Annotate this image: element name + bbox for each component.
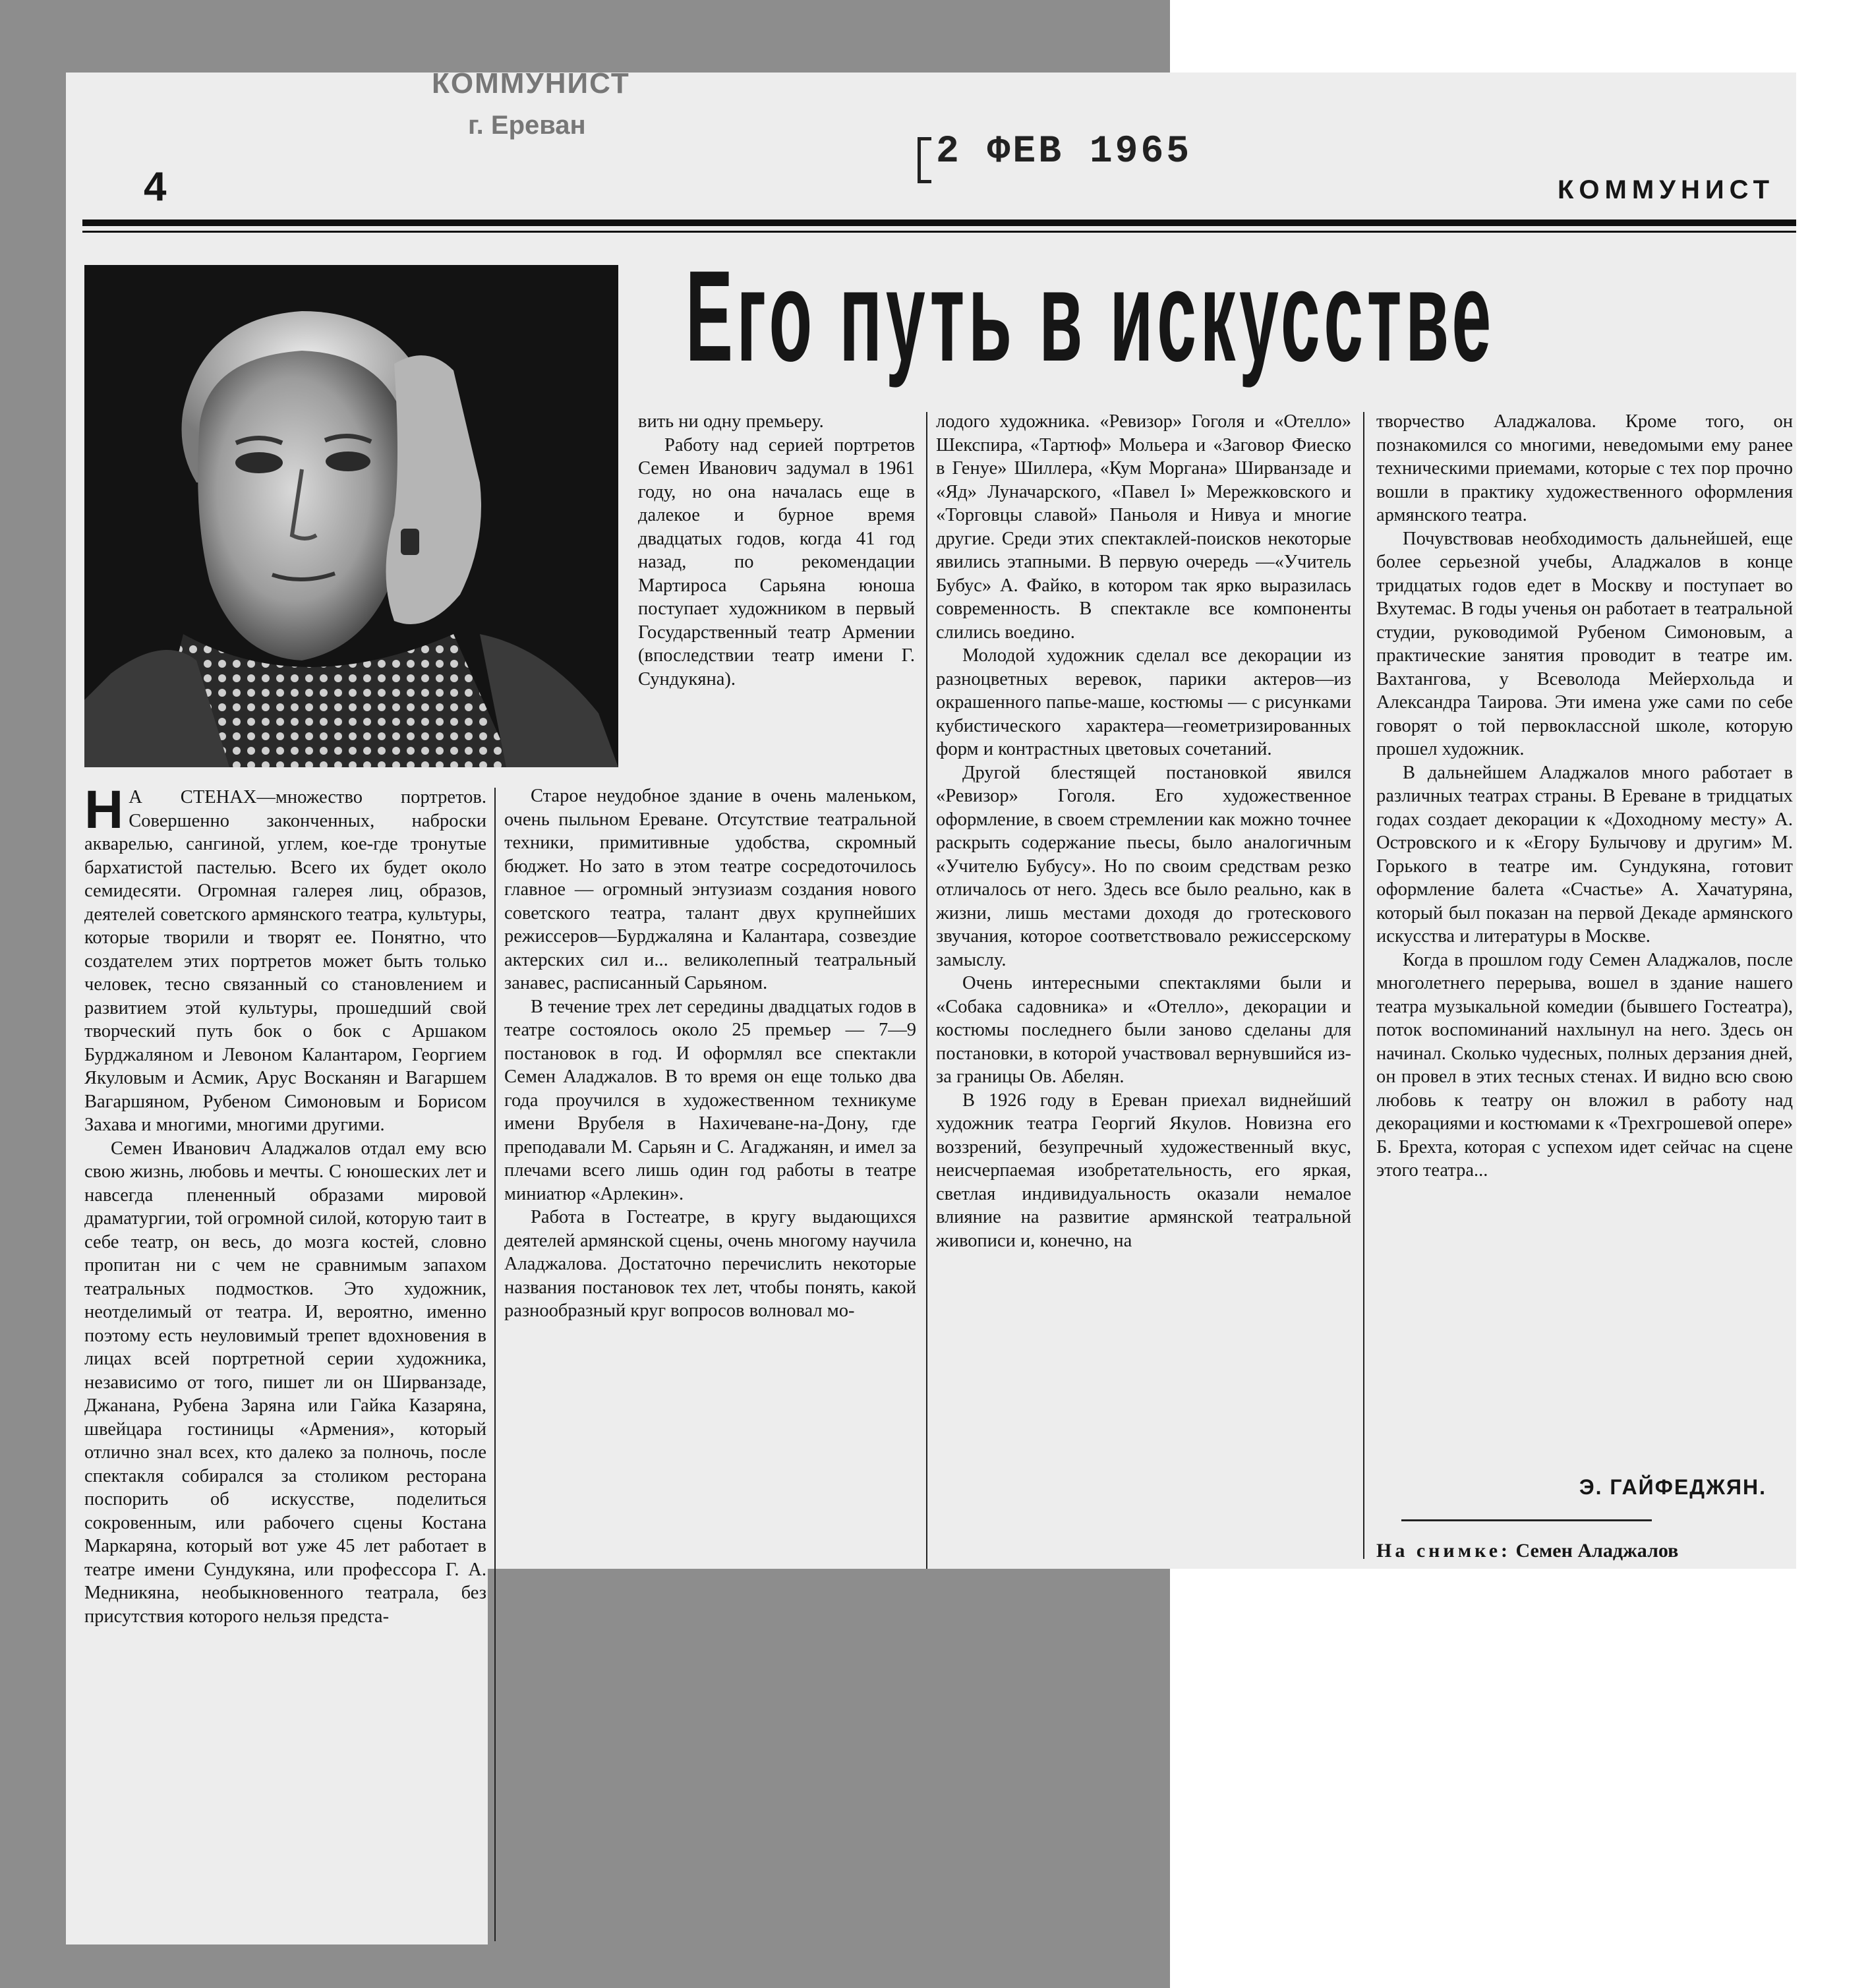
paragraph: Молодой художник сделал все декорации из разноцветных веревок, парики актеров—из окрашенного папье-маше, костюмы — с рисунками кубистического характера—геометризированных форм и контрастных цветовых сочетаний. [936,645,1351,759]
paragraph: Работа в Гостеатре, в кругу выдающихся деятелей армянской сцены, очень многому научила Аладжалова. Достаточно перечислить некоторые названия постановок тех лет, чтобы понять, какой разнообразный круг вопросов волновал мо- [504,1207,916,1321]
paragraph: Когда в прошлом году Семен Аладжалов, после многолетнего перерыва, вошел в здание нашего театра музыкальной комедии (бывшего Гостеатра), поток воспоминаний нахлынул на него. Здесь он начинал. Сколько чудесных, полных дерзания дней, он провел в этих тесных стенах. И видно всю свою любовь к театру он вложил в работу над декорациями и костюмами к «Трехгрошевой опере» Б. Брехта, которая с успехом идет сейчас на сцене этого театра... [1376,949,1793,1181]
portrait-photo [84,265,618,767]
paragraph: В течение трех лет середины двадцатых годов в театре состоялось около 25 премьер — 7—9 постановок в год. И оформлял все спектакли Семен Аладжалов. В то время он еще только два года проучился в художественном техникуме имени Врубеля в Нахичеване-на-Дону, где преподавали М. Сарьян и С. Агаджанян, и имел за плечами всего лишь один год работы в театре миниатюр «Арлекин». [504,996,916,1204]
paragraph: творчество Аладжалова. Кроме того, он познакомился со многими, неведомыми ему ранее техническими приемами, которые с тех пор прочно вошли в практику художественного оформления армянского театра. [1376,411,1793,525]
paragraph: вить ни одну премьеру. [638,411,824,432]
article-column-2 [504,784,916,1323]
clipping-stamp-paper: КОММУНИСТ [432,67,630,100]
article-column-3 [936,410,1351,1252]
photo-caption [1376,1540,1798,1562]
drop-cap: Н [84,780,124,840]
masthead: КОММУНИСТ [1557,175,1774,204]
paragraph: Очень интересными спектаклями были и «Собака садовника» и «Отелло», декорации и костюмы последнего были заново сделаны для постановки, в которой участвовал вернувшийся из-за границы Ов. Абелян. [936,973,1351,1087]
date-stamp [918,131,1192,180]
paragraph: В дальнейшем Аладжалов много работает в различных театрах страны. В Ереване в тридцатых годах создает декорации к «Доходному месту» А. Островского и к «Егору Булычову и другим» М. Горького в театре им. Сундукяна, готовит оформление балета «Счастье» А. Хачатуряна, который был показан на первой Декаде армянского искусства и литературы в Москве. [1376,762,1793,947]
column-divider [1363,412,1364,1559]
paragraph: Другой блестящей постановкой явился «Ревизор» Гоголя. Его художественное оформление, в своем стремлении как можно точнее раскрыть содержание пьесы, было аналогичным «Учителю Бубусу». Но по своим средствам резко отличалось от него. Здесь все было реально, как в жизни, лишь местами доходя до гротескового звучания, которое соответствовало режиссерскому замыслу. [936,762,1351,970]
page-number: 4 [144,164,167,210]
paragraph: лодого художника. «Ревизор» Гоголя и «Отелло» Шекспира, «Тартюф» Мольера и «Заговор Фиеско в Генуе» Шиллера, «Кум Моргана» Ширванзаде и «Яд» Луначарского, «Павел I» Мережковского и «Торговцы славой» Паньоля и Нивуа и многие другие. Среди этих спектаклей-поисков некоторые явились этапными. В первую очередь —«Учитель Бубус» А. Файко, в котором так ярко выразилась современность. В спектакле все компоненты слились воедино. [936,411,1351,643]
header-rule-thin [82,231,1796,233]
signature-rule [1401,1519,1652,1521]
column-divider [494,788,496,1941]
date-stamp-bracket [918,137,931,183]
header-rule [82,219,1796,226]
paragraph: Работу над серией портретов Семен Иванович задумал в 1961 году, но она началась еще в далекое и бурное время двадцатых годов, когда 41 год назад, по рекомендации Мартироса Сарьяна юноша поступает художником в первый Государственный театр Армении (впоследствии театр имени Г. Сундукяна). [638,434,915,689]
portrait-drawing [84,265,618,767]
article-column-1 [84,780,486,1628]
column-divider [926,412,927,1569]
author-signature: Э. ГАЙФЕДЖЯН. [1579,1475,1767,1499]
article-column-4 [1376,410,1793,1183]
article-column-2-top [638,410,915,691]
clipping-stamp-city: г. Ереван [468,111,586,140]
article-headline: Его путь в искусстве [686,244,1495,388]
white-background [1170,0,1870,69]
paragraph: В 1926 году в Ереван приехал виднейший художник театра Георгий Якулов. Новизна его воззрений, безупречный художественный вкус, неисчерпаемая изобретательность, его яркая, светлая индивидуальность оказали немалое влияние на развитие армянской театральной живописи и, конечно, на [936,1090,1351,1251]
caption-text: Семен Аладжалов [1515,1540,1679,1562]
paragraph: Семен Иванович Аладжалов отдал ему всю свою жизнь, любовь и мечты. С юношеских лет и навсегда плененный образами мировой драматургии, той огромной силой, которую таит в себе театр, он весь, до мозга костей, словно пропитан ни с чем не сравнимым запахом театральных подмостков. Это художник, неотделимый от театра. И, вероятно, именно поэтому есть неуловимый трепет вдохновения в лицах всей портретной серии художника, независимо от того, пишет ли он Ширванзаде, Джанана, Рубена Заряна или Гайка Казаряна, швейцара гостиницы «Армения», который отлично знал всех, кто далеко за полночь, после спектакля собирался за столиком ресторана поспорить об искусстве, поделиться сокровенным, или рабочего сцены Костана Маркаряна, который вот уже 45 лет работает в театре имени Сундукяна, или профессора Г. А. Медникяна, необыкновенного театрала, без присутствия которого нельзя предста- [84,1138,486,1627]
caption-label: На снимке: [1376,1540,1511,1562]
paragraph: Старое неудобное здание в очень маленьком, очень пыльном Ереване. Отсутствие театральной техники, примитивные удобства, скромный бюджет. Но зато в этом театре сосредоточилось главное — огромный энтузиазм создания нового советского театра, талант двух крупнейших режиссеров—Бурджаляна и Калантара, созвездие актерских сил и... великолепный театральный занавес, расписанный Сарьяном. [504,786,916,993]
paragraph: Почувствовав необходимость дальнейшей, еще более серьезной учебы, Аладжалов в конце тридцатых годов едет в Москву и поступает во Вхутемас. В годы ученья он работает в театральной студии, руководимой Рубеном Симоновым, а практические занятия проводит в театре им. Вахтангова, у Всеволода Мейерхольда и Александра Таирова. Эти имена уже сами по себе говорят о той первоклассной школе, которую прошел художник. [1376,528,1793,759]
paragraph: А СТЕНАХ—множество портретов. Совершенно законченных, наброски акварелью, сангиной, углем, кое-где тронутые бархатистой пастелью. Всего их будет около семидесяти. Огромная галерея лиц, образов, деятелей советского армянского театра, культуры, которые творили и творят ее. Понятно, что создателем этих портретов может быть только человек, тесно связанный со становлением и развитием этой культуры, прошедший свой творческий путь бок о бок с Аршаком Бурджаляном и Левоном Калантаром, Георгием Якуловым и Асмик, Арус Восканян и Вагаршем Вагаршяном, Рубеном Симоновым и Борисом Захава и многими, многими другими. [84,787,486,1135]
date-stamp-text: 2 ФЕВ 1965 [936,131,1192,173]
